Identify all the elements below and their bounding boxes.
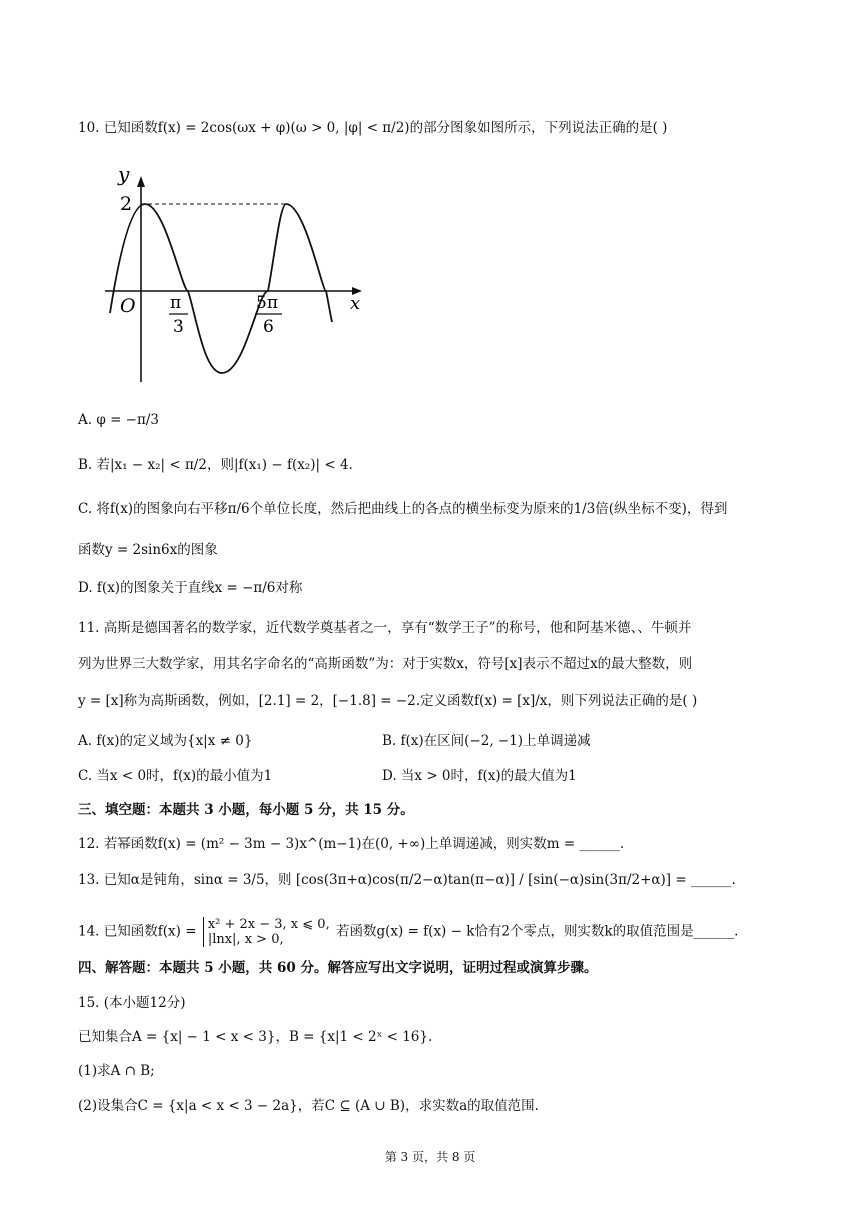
- section-4-heading: 四、解答题：本题共 5 小题，共 60 分。解答应写出文字说明，证明过程或演算步骤。: [78, 960, 598, 976]
- q14-suffix: 若函数g(x) = f(x) − k恰有2个零点，则实数k的取值范围是______.: [336, 923, 739, 940]
- q11-option-a: A. f(x)的定义域为{x|x ≠ 0}: [78, 733, 253, 749]
- cosine-curve: [110, 204, 332, 373]
- q10-option-b: B. 若|x₁ − x₂| < π/2，则|f(x₁) − f(x₂)| < 4.: [78, 457, 353, 473]
- q10-option-c: C. 将f(x)的图象向右平移π/6个单位长度，然后把曲线上的各点的横坐标变为原来的1/3倍(纵坐标不变)，得到: [78, 501, 728, 517]
- q15-header: 15. (本小题12分): [78, 995, 186, 1011]
- tick-label-5pi-over-6-num: 5π: [256, 293, 278, 313]
- y-axis-arrow: [137, 176, 145, 187]
- q14-case-1: x² + 2x − 3, x ⩽ 0,: [207, 917, 330, 932]
- q10-stem: 10. 已知函数f(x) = 2cos(ωx + φ)(ω > 0, |φ| < π/2)的部分图象如图所示，下列说法正确的是( ): [78, 120, 668, 136]
- q11-line-1: 11. 高斯是德国著名的数学家，近代数学奠基者之一，享有“数学王子”的称号，他和阿基米德、、牛顿并: [78, 620, 692, 636]
- x-axis-label: x: [350, 293, 361, 314]
- q11-option-b: B. f(x)在区间(−2, −1)上单调递减: [382, 733, 591, 749]
- q11-line-3: y = [x]称为高斯函数，例如，[2.1] = 2，[−1.8] = −2.定义函数f(x) = [x]/x，则下列说法正确的是( ): [78, 693, 698, 709]
- q11-option-d: D. 当x > 0时，f(x)的最大值为1: [382, 768, 577, 784]
- q14-piecewise: [203, 917, 330, 947]
- tick-label-pi-over-3-den: 3: [173, 317, 184, 337]
- q15-part-2: (2)设集合C = {x|a < x < 3 − 2a}，若C ⊆ (A ∪ B)，求实数a的取值范围.: [78, 1098, 539, 1114]
- q11-line-2: 列为世界三大数学家，用其名字命名的“高斯函数”为：对于实数x，符号[x]表示不超过x的最大整数，则: [78, 656, 693, 672]
- tick-label-pi-over-3-num: π: [170, 293, 182, 313]
- section-3-heading: 三、填空题：本题共 3 小题，每小题 5 分，共 15 分。: [78, 802, 414, 818]
- q10-option-a: A. φ = −π/3: [78, 412, 159, 428]
- max-value-label: 2: [120, 193, 133, 215]
- q14-case-2: |lnx|, x > 0,: [207, 932, 284, 947]
- page-footer: 第 3 页，共 8 页: [384, 1150, 476, 1164]
- q11-option-c: C. 当x < 0时，f(x)的最小值为1: [78, 768, 273, 784]
- q15-part-1: (1)求A ∩ B;: [78, 1063, 155, 1079]
- q14: [78, 917, 738, 947]
- q14-prefix: 14. 已知函数f(x) =: [78, 923, 197, 940]
- y-axis-label: y: [118, 162, 130, 186]
- q12: 12. 若幂函数f(x) = (m² − 3m − 3)x^(m−1)在(0, +∞)上单调递减，则实数m = ______.: [78, 836, 625, 852]
- q10-graph: [100, 160, 380, 385]
- q15-given: 已知集合A = {x| − 1 < x < 3}，B = {x|1 < 2ˣ < 16}.: [78, 1029, 433, 1045]
- q13: 13. 已知α是钝角，sinα = 3/5，则 [cos(3π+α)cos(π/2−α)tan(π−α)] / [sin(−α)sin(3π/2+α)] = ______.: [78, 872, 736, 888]
- origin-label: O: [120, 295, 136, 317]
- q10-option-c-cont: 函数y = 2sin6x的图象: [78, 542, 218, 558]
- tick-label-5pi-over-6-den: 6: [263, 317, 274, 337]
- q10-option-d: D. f(x)的图象关于直线x = −π/6对称: [78, 580, 303, 596]
